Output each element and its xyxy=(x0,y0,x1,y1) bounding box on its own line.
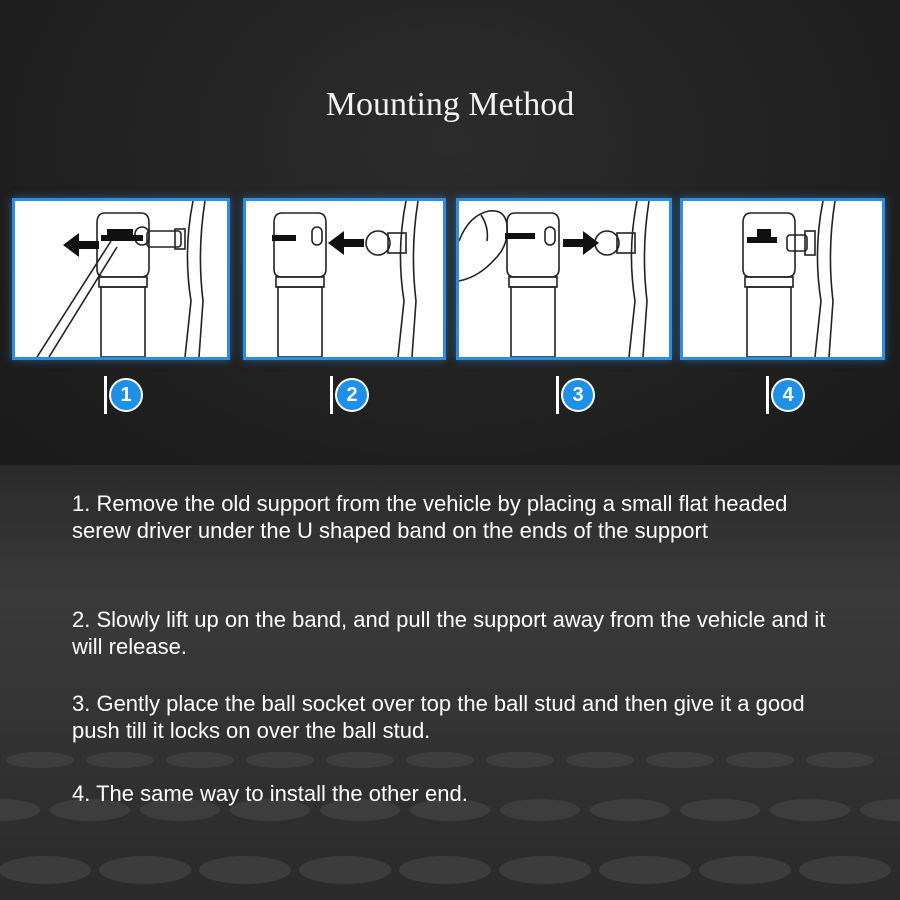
step-badge-1: 1 xyxy=(104,376,142,414)
step-4-illustration xyxy=(680,198,885,360)
step-badge-4: 4 xyxy=(766,376,804,414)
step-3-illustration xyxy=(456,198,672,360)
instruction-step-1: 1. Remove the old support from the vehicle by placing a small flat headed serew driver under the U shaped band on the ends of the support xyxy=(72,491,788,543)
step-1-illustration xyxy=(12,198,230,360)
floor-texture xyxy=(0,720,900,900)
step-2-illustration xyxy=(243,198,446,360)
step-badge-3: 3 xyxy=(556,376,594,414)
page-title: Mounting Method xyxy=(325,86,575,123)
instruction-step-2: 2. Slowly lift up on the band, and pull the support away from the vehicle and it will release. xyxy=(72,607,826,659)
instruction-step-3: 3. Gently place the ball socket over top the ball stud and then give it a good push till it locks on over the ball stud. xyxy=(72,691,805,743)
instruction-step-4: 4. The same way to install the other end. xyxy=(72,781,468,806)
step-badge-2: 2 xyxy=(330,376,368,414)
